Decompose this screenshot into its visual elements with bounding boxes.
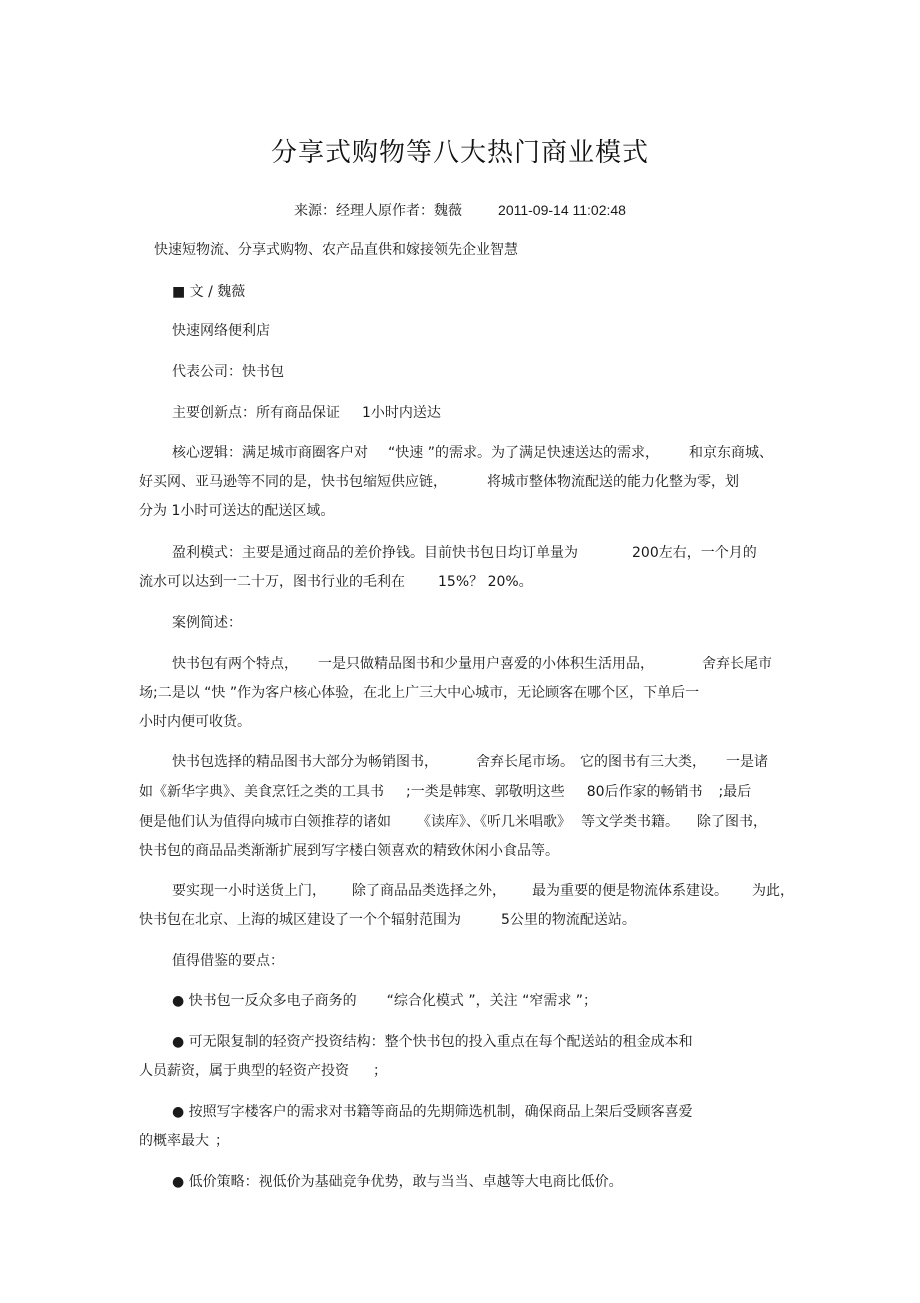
case2-text-c: 它的图书有三大类， — [580, 754, 706, 770]
article-meta — [0, 200, 920, 220]
case2-text-b: 舍弃长尾市场。 — [476, 754, 574, 770]
logic-text-e: 将城市整体物流配送的能力化整为零，划 — [487, 474, 739, 490]
case2-line-3 — [139, 812, 767, 832]
logic-text-b: “快速 ”的需求。为了满足快速送达的需求， — [388, 445, 659, 461]
article-title: 分享式购物等八大热门商业模式 — [270, 138, 649, 168]
case2-text-g: 80后作家的畅销书 — [586, 784, 703, 800]
case2-line-1 — [172, 752, 768, 772]
profit-line-1 — [172, 543, 757, 563]
case2-line-2 — [139, 782, 751, 802]
case3-line-1 — [172, 881, 794, 901]
lesson2-text-b: ； — [373, 1063, 387, 1079]
case3-text-c: 最为重要的便是物流体系建设。 — [532, 883, 728, 899]
article-date: 2011-09-14 11:02:48 — [498, 202, 626, 218]
logic-line-2 — [139, 472, 739, 492]
lesson1-text-b: “综合化模式 ”，关注 “窄需求 ”； — [386, 993, 598, 1009]
representative-company: 代表公司：快书包 — [172, 364, 284, 380]
lesson-point-2-line-2 — [139, 1061, 387, 1081]
profit-text-d: 15%？ 20%。 — [438, 574, 533, 590]
case3-line-2 — [139, 910, 636, 930]
case1-text-b: 一是只做精品图书和少量用户喜爱的小体积生活用品， — [318, 656, 654, 672]
article-lead: 快速短物流、分享式购物、农产品直供和嫁接领先企业智慧 — [154, 242, 518, 258]
lesson3-text-b: ； — [215, 1133, 229, 1149]
case2-text-k: 等文学类书籍。 — [581, 814, 679, 830]
case1-line-3: 小时内便可收货。 — [139, 714, 251, 730]
case2-text-j: 《读库》、《听几米唱歌》 — [417, 814, 571, 830]
case1-text-a: 快书包有两个特点， — [172, 656, 298, 672]
case3-text-a: 要实现一小时送货上门， — [172, 883, 326, 899]
lesson1-text-a: ● 快书包一反众多电子商务的 — [172, 993, 357, 1009]
case2-text-h: ;最后 — [718, 784, 752, 800]
logic-line-3: 分为 1小时可送达的配送区域。 — [139, 503, 335, 519]
case3-text-f: 5公里的物流配送站。 — [501, 912, 636, 928]
innovation-label: 主要创新点：所有商品保证 — [172, 405, 340, 421]
case3-text-e: 快书包在北京、上海的城区建设了一个个辐射范围为 — [139, 912, 461, 928]
logic-text-c: 和京东商城、 — [688, 445, 773, 461]
lesson-point-2-line-1: ● 可无限复制的轻资产投资结构：整个快书包的投入重点在每个配送站的租金成本和 — [172, 1034, 693, 1050]
article-source: 来源：经理人原作者：魏薇 — [294, 203, 463, 219]
lesson-point-1 — [172, 991, 597, 1011]
profit-text-b: 200左右，一个月的 — [632, 545, 757, 561]
case2-text-e: 如《新华字典》、美食烹饪之类的工具书 — [139, 784, 384, 800]
case-title: 案例简述： — [172, 615, 242, 631]
innovation-value: 1小时内送达 — [362, 405, 441, 421]
case2-text-i: 便是他们认为值得向城市白领推荐的诸如 — [139, 814, 391, 830]
case2-text-f: ;一类是韩寒、郭敬明这些 — [406, 784, 565, 800]
case2-text-l: 除了图书， — [697, 814, 767, 830]
lesson2-text-a: 人员薪资，属于典型的轻资产投资 — [139, 1063, 349, 1079]
innovation-point — [172, 403, 441, 423]
lesson-point-4: ● 低价策略：视低价为基础竞争优势，敢与当当、卓越等大电商比低价。 — [172, 1174, 623, 1190]
logic-text-a: 核心逻辑：满足城市商圈客户对 — [172, 445, 368, 461]
case3-text-d: 为此， — [752, 883, 794, 899]
logic-text-d: 好买网、亚马逊等不同的是，快书包缩短供应链， — [139, 474, 447, 490]
case2-text-d: 一是诸 — [726, 754, 768, 770]
case1-text-c: 舍弃长尾市 — [702, 656, 772, 672]
profit-text-a: 盈利模式：主要是通过商品的差价挣钱。目前快书包日均订单量为 — [172, 545, 578, 561]
case2-line-4: 快书包的商品品类渐渐扩展到写字楼白领喜欢的精致休闲小食品等。 — [139, 843, 559, 859]
lesson-point-3-line-2 — [139, 1131, 229, 1151]
article-byline: ■ 文 / 魏薇 — [172, 284, 246, 300]
logic-line-1 — [172, 443, 773, 463]
lesson-point-3-line-1: ● 按照写字楼客户的需求对书籍等商品的先期筛选机制，确保商品上架后受顾客喜爱 — [172, 1104, 693, 1120]
case3-text-b: 除了商品品类选择之外， — [352, 883, 506, 899]
profit-text-c: 流水可以达到一二十万，图书行业的毛利在 — [139, 574, 405, 590]
case1-line-1 — [172, 654, 772, 674]
case2-text-a: 快书包选择的精品图书大部分为畅销图书， — [172, 754, 438, 770]
lesson3-text-a: 的概率最大 — [139, 1133, 209, 1149]
lessons-title: 值得借鉴的要点： — [172, 953, 284, 969]
case1-line-2: 场;二是以 “快 ”作为客户核心体验，在北上广三大中心城市，无论顾客在哪个区，下单后一 — [139, 685, 700, 701]
section-title: 快速网络便利店 — [172, 323, 270, 339]
profit-line-2 — [139, 572, 533, 592]
